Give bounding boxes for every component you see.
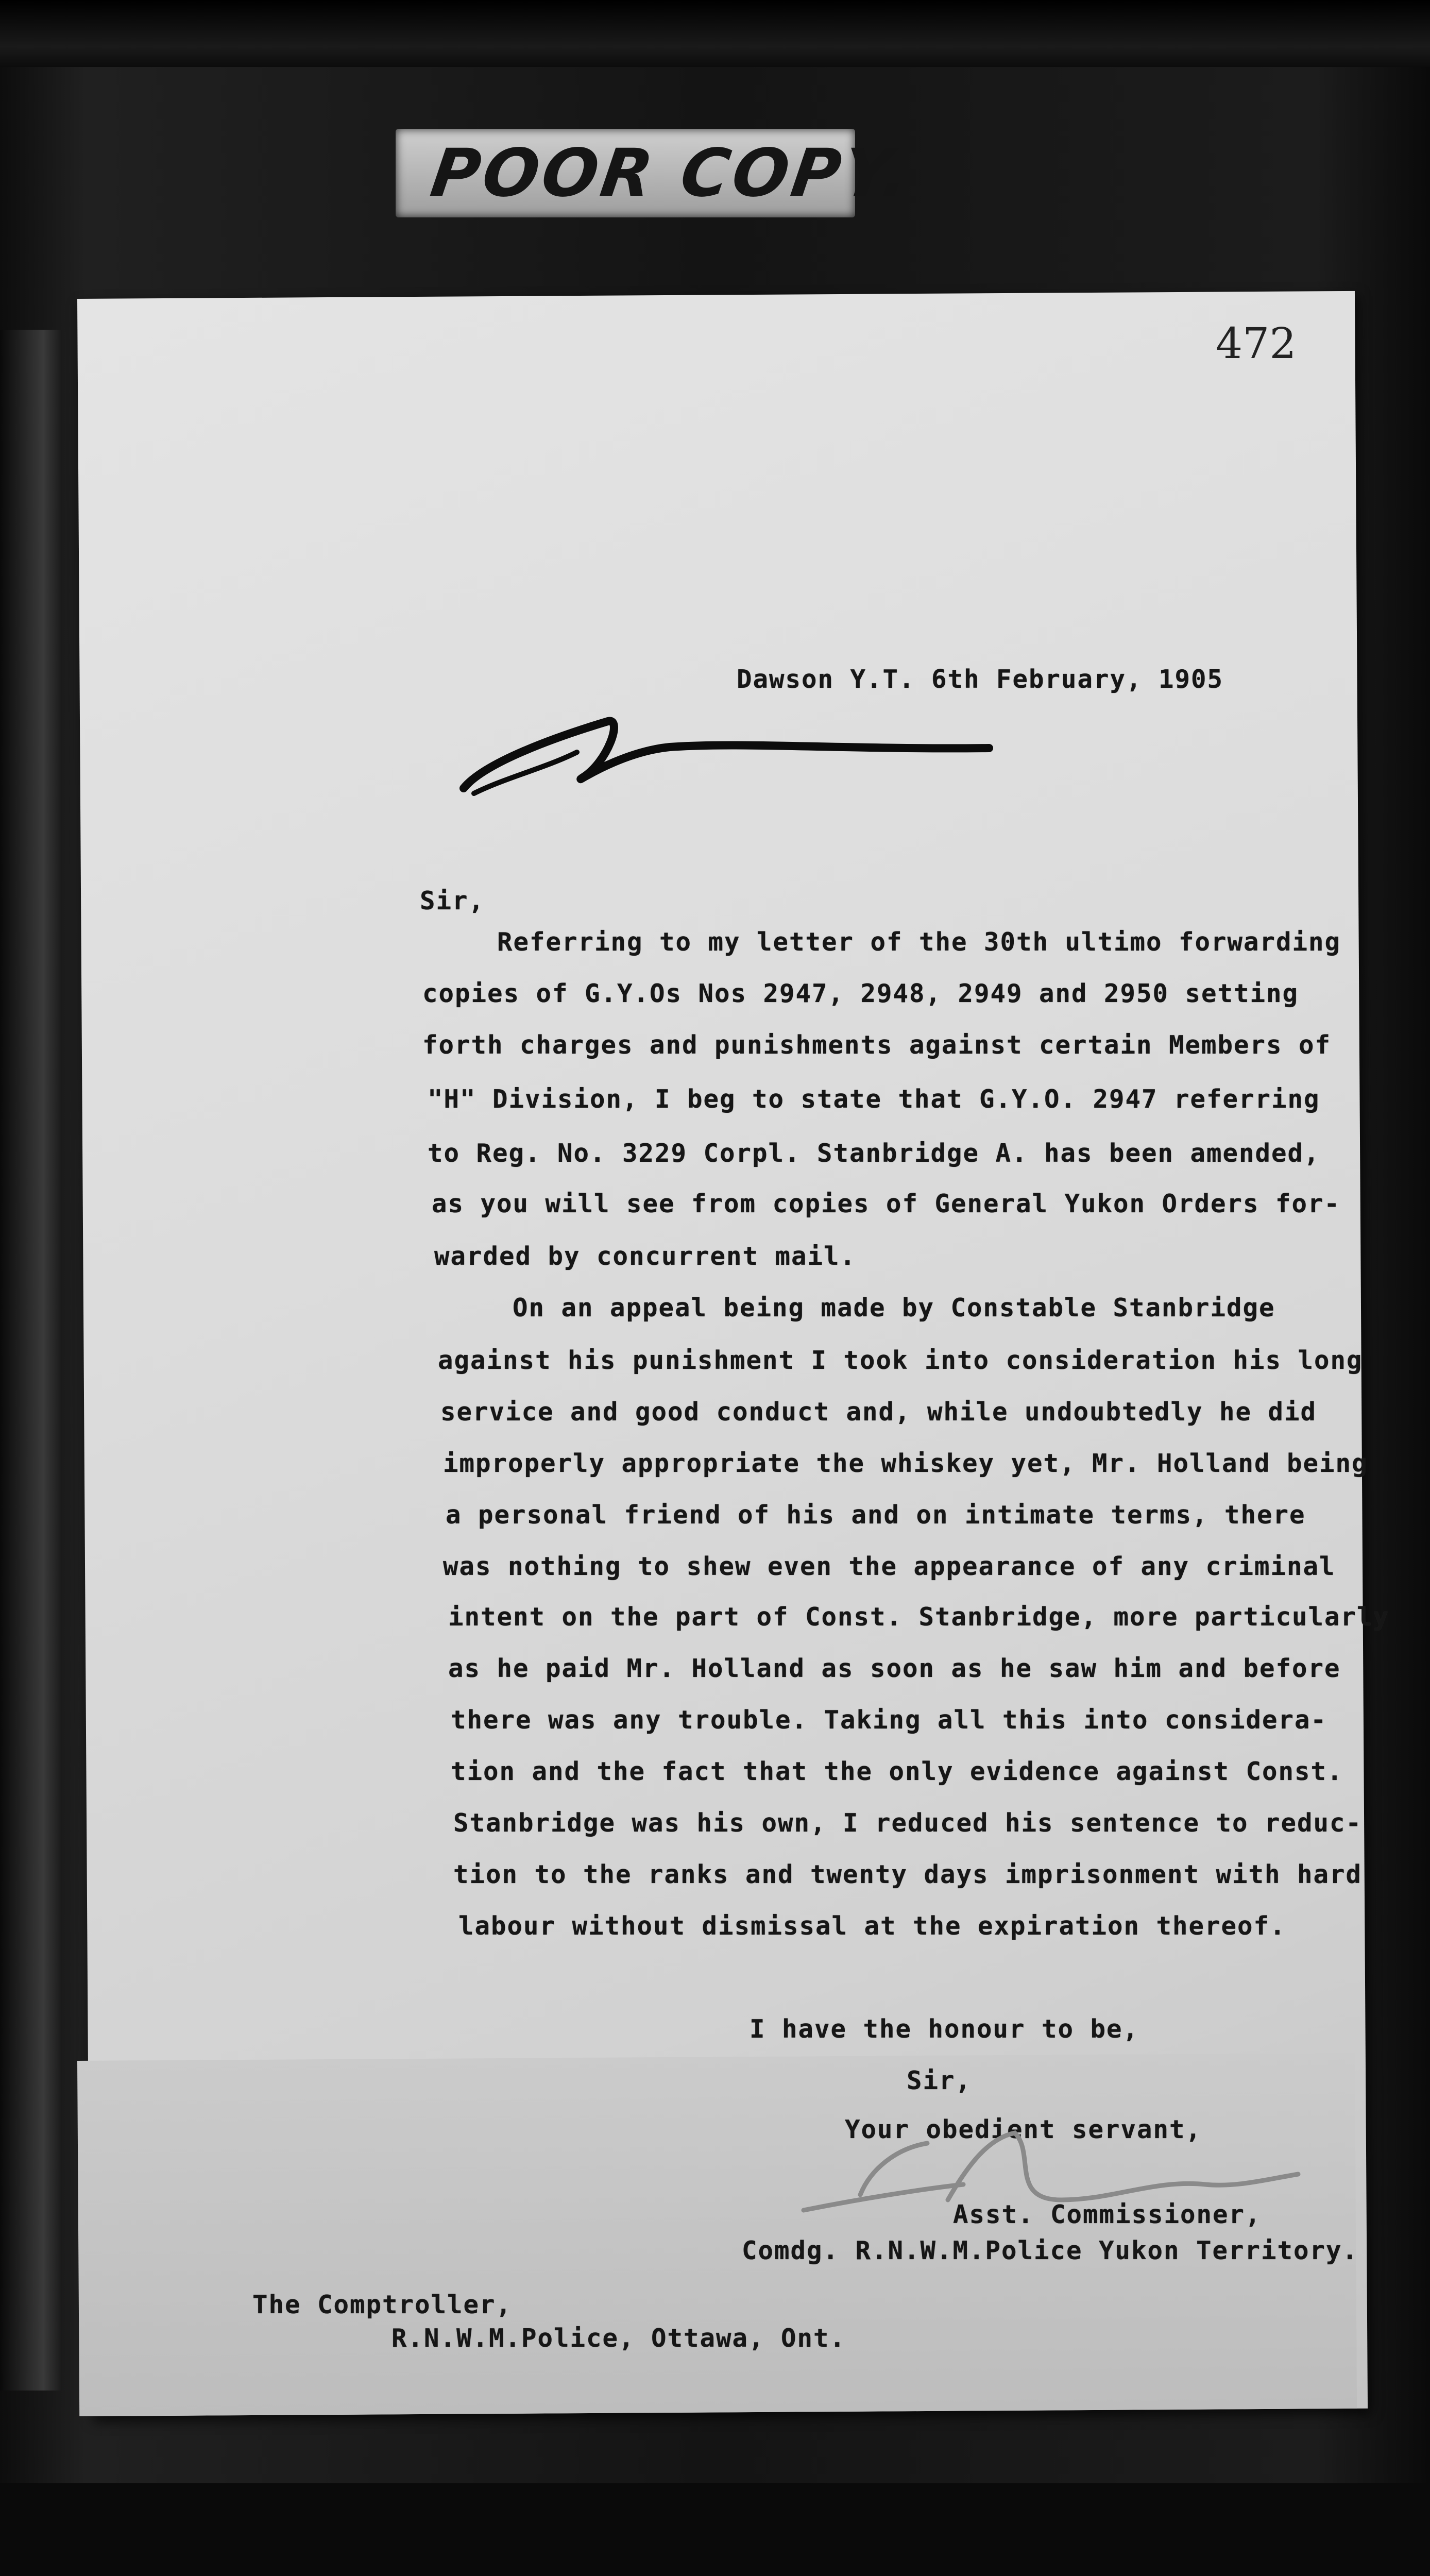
film-lower-band [0,2483,1430,2576]
body-line: warded by concurrent mail. [434,1242,857,1271]
body-line: labour without dismissal at the expiration thereof. [458,1911,1286,1941]
signature-command: Comdg. R.N.W.M.Police Yukon Territory. [742,2236,1359,2265]
addressee-line: R.N.W.M.Police, Ottawa, Ont. [391,2324,846,2353]
poor-copy-text: POOR COPY. [426,135,917,212]
page-number: 472 [1216,319,1297,368]
body-line: On an appeal being made by Constable Stanbridge [513,1293,1275,1323]
body-line: copies of G.Y.Os Nos 2947, 2948, 2949 and 2950 setting [422,979,1299,1008]
body-line: service and good conduct and, while undoubtedly he did [440,1397,1317,1427]
body-line: Stanbridge was his own, I reduced his sentence to reduc- [453,1808,1363,1838]
body-line: was nothing to shew even the appearance of any criminal [443,1552,1336,1581]
body-line: against his punishment I took into consideration his long [438,1346,1363,1375]
body-line: intent on the part of Const. Stanbridge, more particularly [448,1602,1390,1632]
closing-line: I have the honour to be, [750,2014,1139,2044]
book-spine [0,330,62,2391]
salutation: Sir, [420,886,485,916]
body-line: there was any trouble. Taking all this into considera- [451,1705,1327,1735]
body-line: "H" Division, I beg to state that G.Y.O. 2947 referring [428,1084,1320,1114]
body-line: to Reg. No. 3229 Corpl. Stanbridge A. has been amended, [428,1139,1320,1168]
body-line: tion to the ranks and twenty days imprisonment with hard [453,1860,1363,1889]
body-line: forth charges and punishments against certain Members of [422,1030,1332,1060]
addressee-line: The Comptroller, [252,2290,513,2319]
body-line: improperly appropriate the whiskey yet, Mr. Holland being [443,1449,1368,1478]
poor-copy-label [396,129,917,217]
signature-title: Asst. Commissioner, [953,2200,1262,2229]
body-line: a personal friend of his and on intimate terms, there [446,1500,1306,1530]
body-line: tion and the fact that the only evidence against Const. [451,1757,1343,1786]
dateline: Dawson Y.T. 6th February, 1905 [737,665,1224,694]
film-border-top [0,0,1430,67]
body-line: as you will see from copies of General Yukon Orders for- [432,1189,1341,1218]
handwritten-flourish [453,690,999,809]
closing-line: Sir, [907,2066,972,2095]
closing-line: Your obedient servant, [845,2115,1202,2144]
body-line: as he paid Mr. Holland as soon as he saw him and before [448,1654,1341,1683]
body-line: Referring to my letter of the 30th ultimo forwarding [497,927,1341,957]
